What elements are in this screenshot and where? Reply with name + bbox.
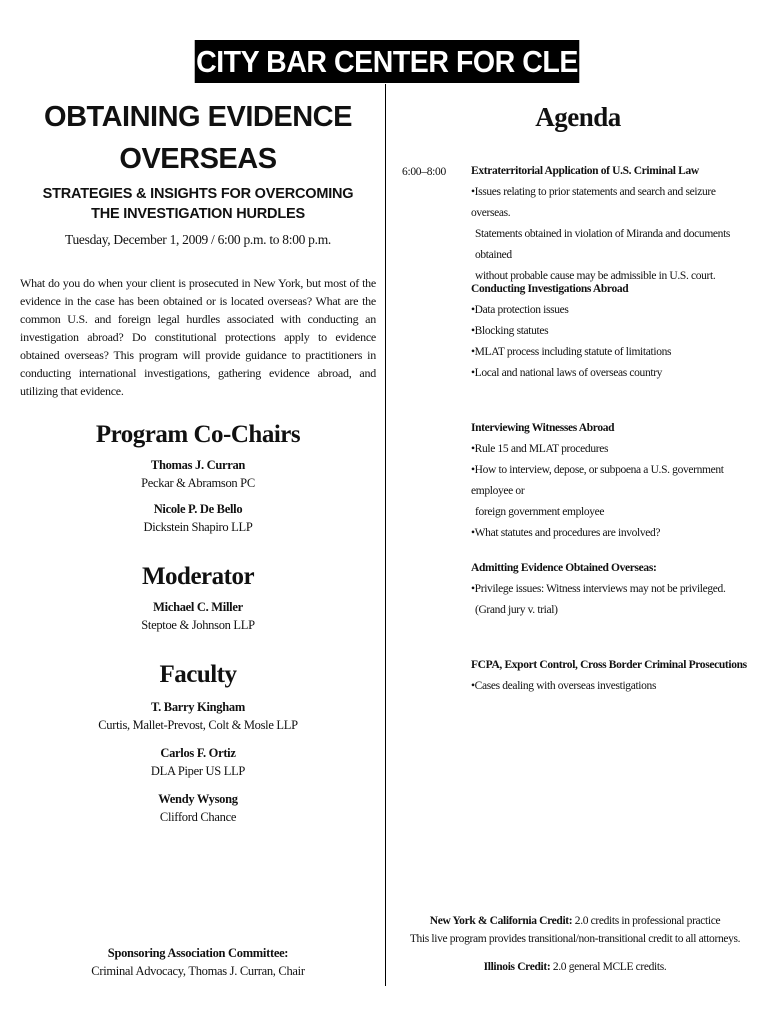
il-credit [400, 958, 750, 976]
agenda-item: •Cases dealing with overseas investigations [471, 680, 657, 692]
transitional-credit: This live program provides transitional/non-transitional credit to all attorneys. [409, 933, 741, 945]
person-name: Nicole P. De Bello [153, 502, 243, 516]
person-org: Dickstein Shapiro LLP [143, 520, 253, 534]
agenda-item: Statements obtained in violation of Miranda and documents obtained [475, 228, 731, 261]
faculty-heading: Faculty [159, 661, 237, 688]
agenda-item: •How to interview, depose, or subpoena a U.S. government employee or [471, 464, 724, 497]
agenda-column [400, 100, 750, 692]
cochairs-section [20, 420, 376, 536]
person-name: Thomas J. Curran [150, 458, 246, 472]
person-entry [20, 598, 376, 634]
program-date: Tuesday, December 1, 2009 / 6:00 p.m. to 8:00 p.m. [65, 232, 331, 247]
person-org: Curtis, Mallet-Prevost, Colt & Mosle LLP [98, 718, 298, 732]
agenda-block [471, 161, 751, 287]
agenda-item: •Issues relating to prior statements and search and seizure overseas. [471, 186, 716, 219]
agenda-item: •What statutes and procedures are involved? [471, 527, 661, 539]
person-entry [20, 456, 376, 492]
agenda-item: •Data protection issues [471, 304, 569, 316]
agenda-block [471, 558, 751, 621]
person-entry [20, 744, 376, 780]
person-name: Carlos F. Ortiz [160, 746, 236, 760]
person-name: T. Barry Kingham [151, 700, 245, 714]
person-org: DLA Piper US LLP [150, 764, 246, 778]
cochairs-heading: Program Co-Chairs [95, 421, 301, 448]
ny-credit [400, 912, 750, 930]
sponsor-text: Criminal Advocacy, Thomas J. Curran, Chair [91, 964, 305, 978]
agenda-item: •Blocking statutes [471, 325, 549, 337]
person-entry [20, 790, 376, 826]
ny-credit-label: New York & California Credit: [429, 915, 573, 927]
il-credit-text: 2.0 general MCLE credits. [550, 961, 667, 973]
person-org: Clifford Chance [159, 810, 237, 824]
subtitle-line-2: THE INVESTIGATION HURDLES [91, 206, 305, 222]
person-entry [20, 698, 376, 734]
person-org: Steptoe & Johnson LLP [141, 618, 255, 632]
sponsor-heading: Sponsoring Association Committee: [107, 946, 289, 960]
credits-section [400, 912, 750, 976]
left-column [20, 96, 376, 826]
agenda-item: •Rule 15 and MLAT procedures [471, 443, 609, 455]
faculty-section [20, 660, 376, 826]
il-credit-label: Illinois Credit: [483, 961, 551, 973]
agenda-block [471, 655, 751, 697]
column-divider [385, 84, 386, 986]
program-description: What do you do when your client is prosecuted in New York, but most of the evidence in the case has been obtained or is located overseas? What are the common U.S. and foreign legal hurdles associated with conducting an investigation abroad? Do constitutional protections apply to evidence obtained overseas? This program will provide guidance to practitioners in conducting international investigations, gathering evidence abroad, and utilizing that evidence. [20, 276, 376, 398]
moderator-section [20, 562, 376, 634]
subtitle-line-1: STRATEGIES & INSIGHTS FOR OVERCOMING [42, 186, 354, 202]
person-entry [20, 500, 376, 536]
agenda-item: (Grand jury v. trial) [475, 604, 558, 616]
agenda-item: •MLAT process including statute of limitations [471, 346, 672, 358]
agenda-block-heading: Conducting Investigations Abroad [471, 283, 629, 295]
agenda-heading: Agenda [535, 102, 621, 132]
agenda-item: foreign government employee [475, 506, 605, 518]
title-line-1: OBTAINING EVIDENCE [44, 101, 352, 133]
person-name: Wendy Wysong [158, 792, 238, 806]
agenda-item: •Local and national laws of overseas country [471, 367, 663, 379]
agenda-block [471, 279, 751, 384]
agenda-time: 6:00–8:00 [402, 166, 446, 178]
agenda-block-heading: Admitting Evidence Obtained Overseas: [471, 562, 657, 574]
agenda-block-heading: Interviewing Witnesses Abroad [471, 422, 615, 434]
agenda-item: without probable cause may be admissible in U.S. court. [475, 270, 716, 282]
agenda-block [471, 418, 751, 544]
agenda-item: •Privilege issues: Witness interviews may not be privileged. [471, 583, 726, 595]
banner: CITY BAR CENTER FOR CLE [195, 40, 580, 83]
person-org: Peckar & Abramson PC [141, 476, 255, 490]
agenda-block-heading: Extraterritorial Application of U.S. Criminal Law [471, 165, 699, 177]
moderator-heading: Moderator [141, 563, 255, 590]
person-name: Michael C. Miller [153, 600, 243, 614]
sponsor-section [20, 944, 376, 980]
title-line-2: OVERSEAS [119, 143, 277, 175]
ny-credit-text: 2.0 credits in professional practice [572, 915, 721, 927]
agenda-block-heading: FCPA, Export Control, Cross Border Criminal Prosecutions [471, 659, 747, 671]
